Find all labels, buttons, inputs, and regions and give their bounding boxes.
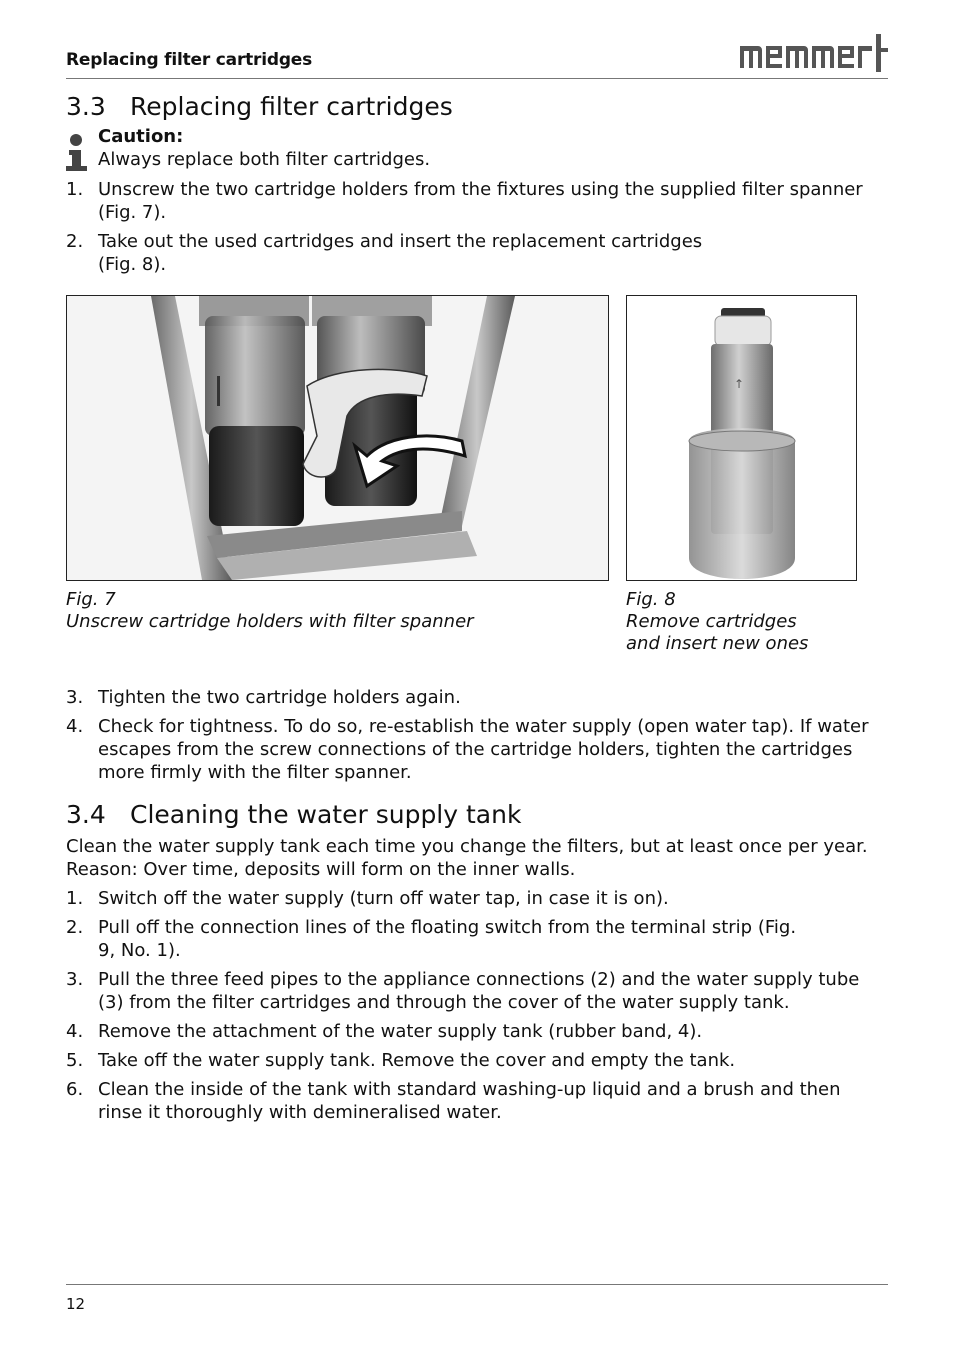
cleaning-steps-list <box>66 887 888 1130</box>
figure-7-photo <box>66 295 609 581</box>
replace-steps-list <box>66 178 888 282</box>
header-rule <box>66 78 888 79</box>
step-text: Clean the inside of the tank with standard washing-up liquid and a brush and then rinse it thoroughly with demineralised water. <box>98 1079 841 1123</box>
tighten-steps-list <box>66 686 888 790</box>
svg-text:↑: ↑ <box>733 377 745 391</box>
list-item <box>66 1049 888 1072</box>
section-number: 3.4 <box>66 800 106 829</box>
figure-7-caption <box>66 589 606 633</box>
section-3-4-heading <box>66 800 521 829</box>
section-3-4-intro: Clean the water supply tank each time you change the filters, but at least once per year. Reason: Over time, deposits will form on the inner walls. <box>66 836 868 880</box>
step-text: Take off the water supply tank. Remove the cover and empty the tank. <box>98 1050 736 1071</box>
step-number: 1. <box>66 888 84 909</box>
section-number: 3.3 <box>66 92 106 121</box>
step-number: 5. <box>66 1050 84 1071</box>
figure-8-caption-text: Remove cartridges and insert new ones <box>626 611 809 654</box>
page-number: 12 <box>66 1295 86 1313</box>
step-text: Switch off the water supply (turn off water tap, in case it is on). <box>98 888 669 909</box>
step-number: 6. <box>66 1079 84 1100</box>
step-text: Remove the attachment of the water supply tank (rubber band, 4). <box>98 1021 703 1042</box>
step-text: Unscrew the two cartridge holders from the fixtures using the supplied filter spanner (Fig. 7). <box>98 179 863 223</box>
list-item <box>66 968 888 1014</box>
running-header-title: Replacing filter cartridges <box>66 50 313 70</box>
step-number: 1. <box>66 179 84 200</box>
section-3-3-heading <box>66 92 453 121</box>
step-text: Check for tightness. To do so, re-establish the water supply (open water tap). If water escapes from the screw connections of the cartridge holders, tighten the cartridges more firmly with the filter spanner. <box>98 716 869 783</box>
list-item <box>66 887 888 910</box>
list-item <box>66 1078 888 1124</box>
list-item <box>66 230 728 276</box>
step-text: Pull the three feed pipes to the appliance connections (2) and the water supply tube (3) from the filter cartridges and through the cover of the water supply tank. <box>98 969 860 1013</box>
step-text: Take out the used cartridges and insert the replacement cartridges (Fig. 8). <box>98 231 703 275</box>
step-number: 4. <box>66 716 84 737</box>
figure-8-caption <box>626 589 836 655</box>
step-text: Tighten the two cartridge holders again. <box>98 687 461 708</box>
figure-8-label: Fig. 8 <box>626 589 676 610</box>
info-caution-icon <box>66 132 90 172</box>
cartridge-illustration <box>627 296 856 580</box>
section-title: Replacing filter cartridges <box>130 92 453 121</box>
figure-7-caption-text: Unscrew cartridge holders with filter spanner <box>66 611 474 632</box>
step-number: 4. <box>66 1021 84 1042</box>
step-number: 3. <box>66 687 84 708</box>
section-title: Cleaning the water supply tank <box>130 800 522 829</box>
step-number: 2. <box>66 231 84 252</box>
step-number: 3. <box>66 969 84 990</box>
footer-rule <box>66 1284 888 1285</box>
filter-spanner-illustration <box>67 296 608 580</box>
list-item <box>66 916 798 962</box>
list-item <box>66 686 888 709</box>
figure-7-label: Fig. 7 <box>66 589 116 610</box>
caution-text: Always replace both filter cartridges. <box>98 149 431 170</box>
caution-title: Caution: <box>98 126 184 147</box>
list-item <box>66 1020 888 1043</box>
list-item <box>66 715 888 784</box>
step-number: 2. <box>66 917 84 938</box>
memmert-logo <box>738 32 890 72</box>
list-item <box>66 178 888 224</box>
step-text: Pull off the connection lines of the floating switch from the terminal strip (Fig. 9, No. 1). <box>98 917 797 961</box>
figure-8-photo <box>626 295 857 581</box>
